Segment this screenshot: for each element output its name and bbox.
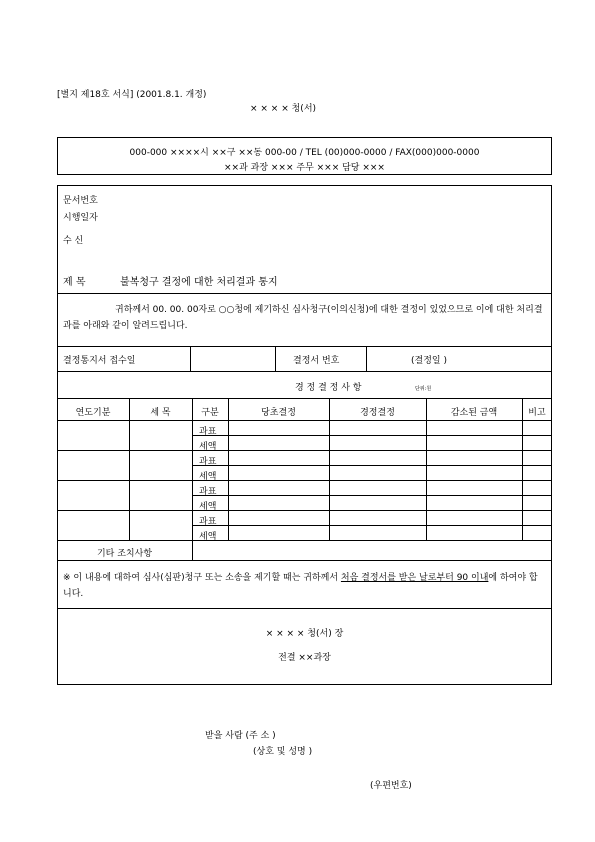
notice-deadline: 처음 결정서를 받은 날로부터 90 이내 <box>340 573 489 583</box>
table-header-bottom <box>57 420 552 421</box>
subject-value: 불복청구 결정에 대한 처리결과 통지 <box>120 277 278 288</box>
v-other-measures <box>192 540 193 560</box>
body-text: 귀하께서 00. 00. 00자로 ○○청에 제기하신 심사청구(이의신청)에 대한 결정이 있었으므로 이에 대한 처리결과를 아래와 같이 알려드립니다. <box>63 305 543 331</box>
v-decision-date <box>366 346 367 371</box>
row-type-label: 과표 <box>199 487 217 497</box>
row-line-3 <box>192 465 552 466</box>
row-line-5 <box>192 495 552 496</box>
group-line-2 <box>57 480 552 481</box>
receiver-label: 받을 사람 (주 소 ) <box>205 731 276 741</box>
v-col-1 <box>129 398 130 540</box>
decision-number-label: 결정서 번호 <box>293 356 340 366</box>
row-type-label: 과표 <box>199 517 217 527</box>
divider-receipt <box>57 371 552 372</box>
issue-date-label: 시행일자 <box>63 213 98 223</box>
signer-title: × × × × 청(서) 장 <box>265 629 344 639</box>
divider-body <box>57 346 552 347</box>
v-col-2 <box>192 398 193 540</box>
table-bottom <box>57 540 552 541</box>
col-header-year: 연도기분 <box>75 408 111 418</box>
notice-prefix: ※ 이 내용에 대하여 심사(심판)청구 또는 소송을 제기할 때는 귀하께서 <box>63 573 341 583</box>
agency-title: × × × × 청(서) <box>250 104 317 114</box>
group-line-1 <box>57 450 552 451</box>
row-type-label: 과표 <box>199 427 217 437</box>
v-decision <box>275 346 276 371</box>
group-line-3 <box>57 510 552 511</box>
doc-number-label: 문서번호 <box>63 196 98 206</box>
divider-section <box>57 398 552 399</box>
postal-code-label: (우편번호) <box>370 781 412 791</box>
notice-suffix: 에 하여야 합니다. <box>63 573 538 599</box>
col-header-remarks: 비고 <box>528 408 546 418</box>
v-col-4 <box>329 398 330 540</box>
row-type-label: 세액 <box>199 442 217 452</box>
v-receipt <box>190 346 191 371</box>
row-line-1 <box>192 435 552 436</box>
v-col-6 <box>522 398 523 540</box>
row-type-label: 세액 <box>199 532 217 542</box>
divider-subject <box>57 293 552 294</box>
divider-notice <box>57 608 552 609</box>
col-header-type: 구분 <box>201 408 219 418</box>
receipt-date-label: 결정통지서 접수일 <box>63 356 136 366</box>
row-type-label: 세액 <box>199 472 217 482</box>
col-header-original: 당초결정 <box>261 408 296 418</box>
receiver-name-label: (상호 및 성명 ) <box>253 747 313 757</box>
col-header-corrected: 경정결정 <box>360 408 395 418</box>
row-line-7 <box>192 525 552 526</box>
v-col-3 <box>228 398 229 540</box>
v-col-5 <box>426 398 427 540</box>
row-type-label: 세액 <box>199 502 217 512</box>
form-reference: [별지 제18호 서식] (2001.8.1. 개정) <box>57 90 207 100</box>
row-type-label: 과표 <box>199 457 217 467</box>
other-measures-label: 기타 조치사항 <box>96 549 153 559</box>
divider-other-measures <box>57 560 552 561</box>
col-header-reduced: 감소된 금액 <box>450 408 498 418</box>
col-header-tax-item: 세 목 <box>150 408 171 418</box>
decision-date-label: (결정일 ) <box>411 356 447 366</box>
section-title: 경 정 결 정 사 항 <box>295 383 362 393</box>
contact-line: ××과 과장 ××× 주무 ××× 담당 ××× <box>224 163 385 173</box>
subject-label: 제 목 <box>63 277 86 288</box>
recipient-label: 수 신 <box>63 236 84 246</box>
notice-text <box>63 570 545 602</box>
unit-label: 단위:원 <box>415 386 432 392</box>
address-line: 000-000 ××××시 ××구 ××동 000-00 / TEL (00)000-0000 / FAX(000)000-0000 <box>129 148 480 158</box>
approval-line: 전결 ××과장 <box>278 653 331 663</box>
